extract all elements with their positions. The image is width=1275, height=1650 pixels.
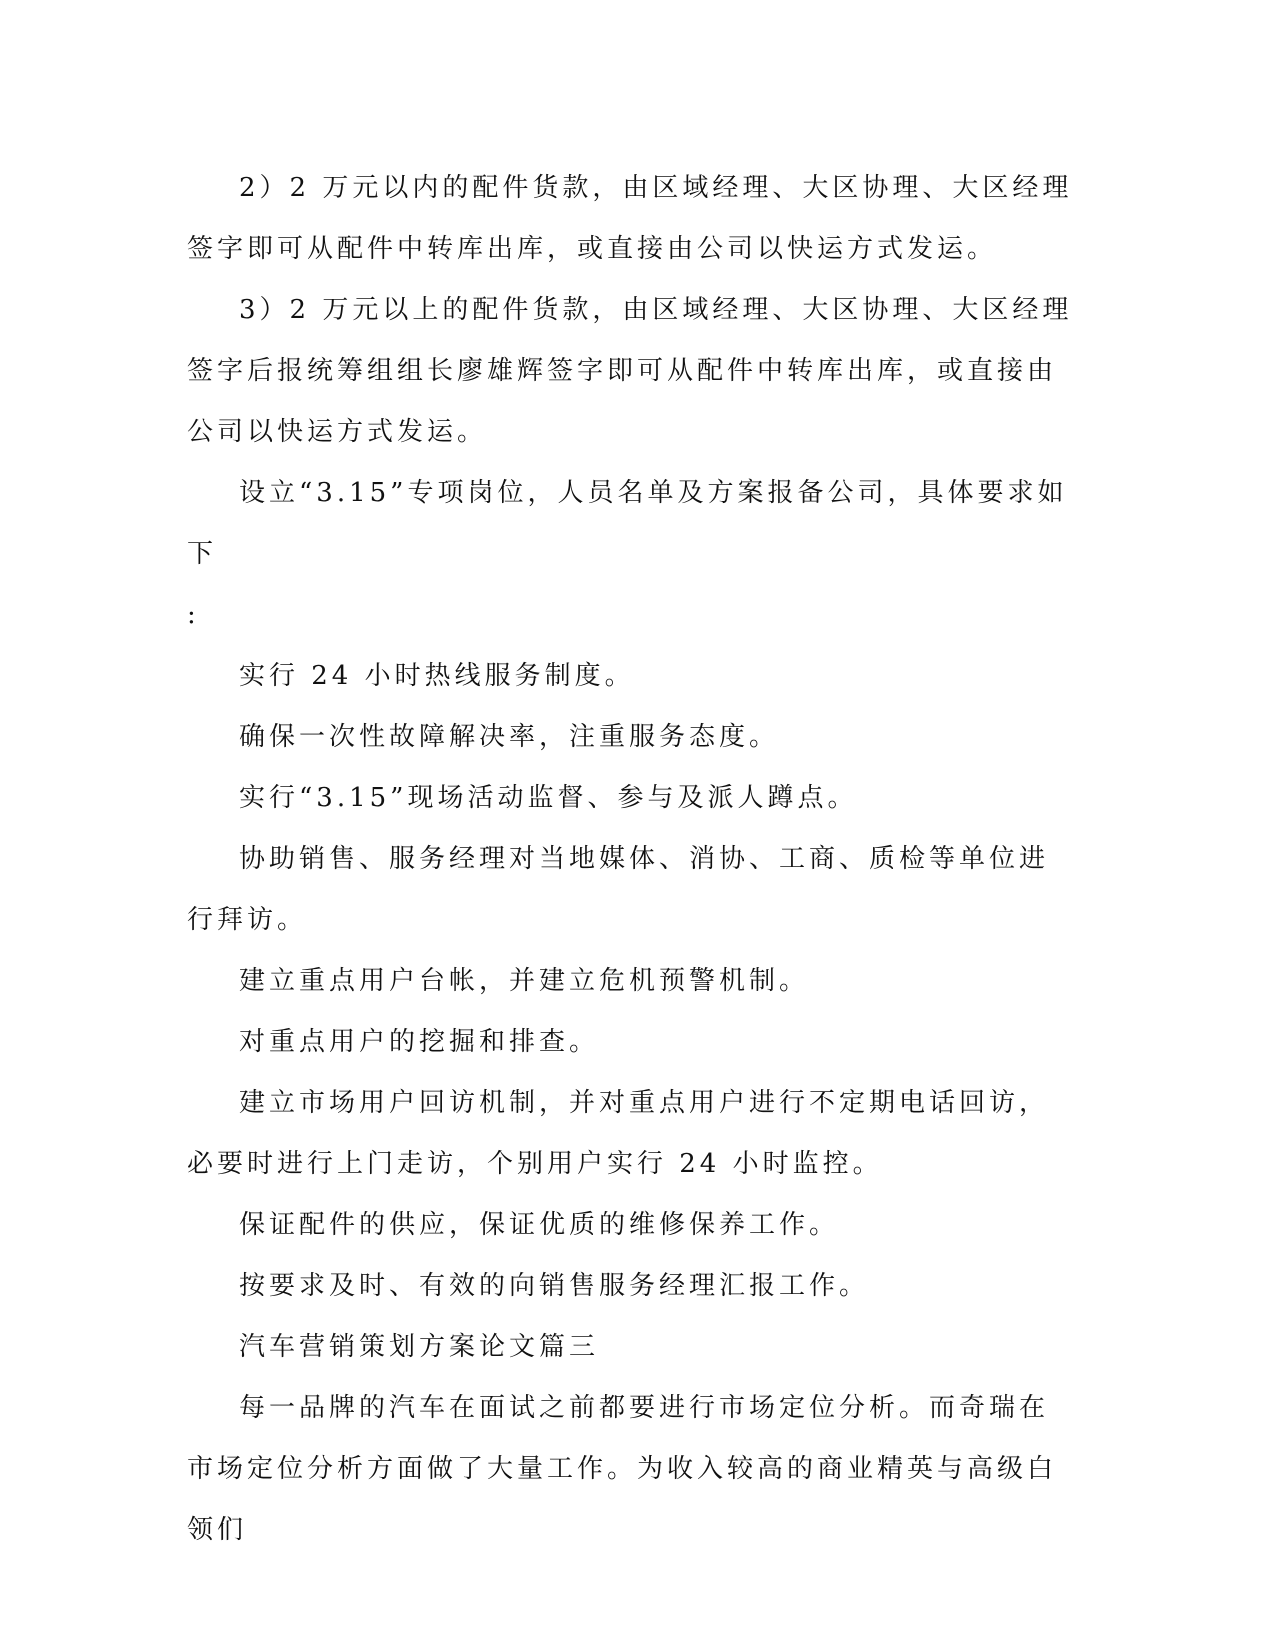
paragraph-report-work: 按要求及时、有效的向销售服务经理汇报工作。 <box>239 1271 870 1301</box>
paragraph-revisit-mechanism: 建立市场用户回访机制，并对重点用户进行不定期电话回访，必要时进行上门走访，个别用户实行 24 小时监控。 <box>187 1088 1050 1179</box>
paragraph-media-visits: 协助销售、服务经理对当地媒体、消协、工商、质检等单位进行拜访。 <box>187 844 1050 935</box>
paragraph-key-user-ledger: 建立重点用户台帐，并建立危机预警机制。 <box>239 966 810 996</box>
paragraph-parts-supply: 保证配件的供应，保证优质的维修保养工作。 <box>239 1210 840 1240</box>
paragraph-parts-payment-over-20k: 3）2 万元以上的配件货款，由区域经理、大区协理、大区经理签字后报统筹组组长廖雄辉签字即可从配件中转库出库，或直接由公司以快运方式发运。 <box>187 295 1073 447</box>
paragraph-24h-hotline: 实行 24 小时热线服务制度。 <box>239 661 635 691</box>
section-heading-part-three: 汽车营销策划方案论文篇三 <box>239 1332 600 1362</box>
paragraph-315-onsite: 实行“3.15”现场活动监督、参与及派人蹲点。 <box>239 783 858 813</box>
paragraph-market-positioning: 每一品牌的汽车在面试之前都要进行市场定位分析。而奇瑞在市场定位分析方面做了大量工作。为收入较高的商业精英与高级白领们 <box>187 1393 1058 1545</box>
paragraph-fault-resolution: 确保一次性故障解决率，注重服务态度。 <box>239 722 780 752</box>
paragraph-key-user-mining: 对重点用户的挖掘和排查。 <box>239 1027 600 1057</box>
paragraph-parts-payment-under-20k: 2）2 万元以内的配件货款，由区域经理、大区协理、大区经理签字即可从配件中转库出库，或直接由公司以快运方式发运。 <box>187 173 1073 264</box>
paragraph-colon: : <box>187 600 200 630</box>
paragraph-315-post-setup: 设立“3.15”专项岗位，人员名单及方案报备公司，具体要求如下 <box>187 478 1068 569</box>
document-body <box>187 158 1075 1561</box>
